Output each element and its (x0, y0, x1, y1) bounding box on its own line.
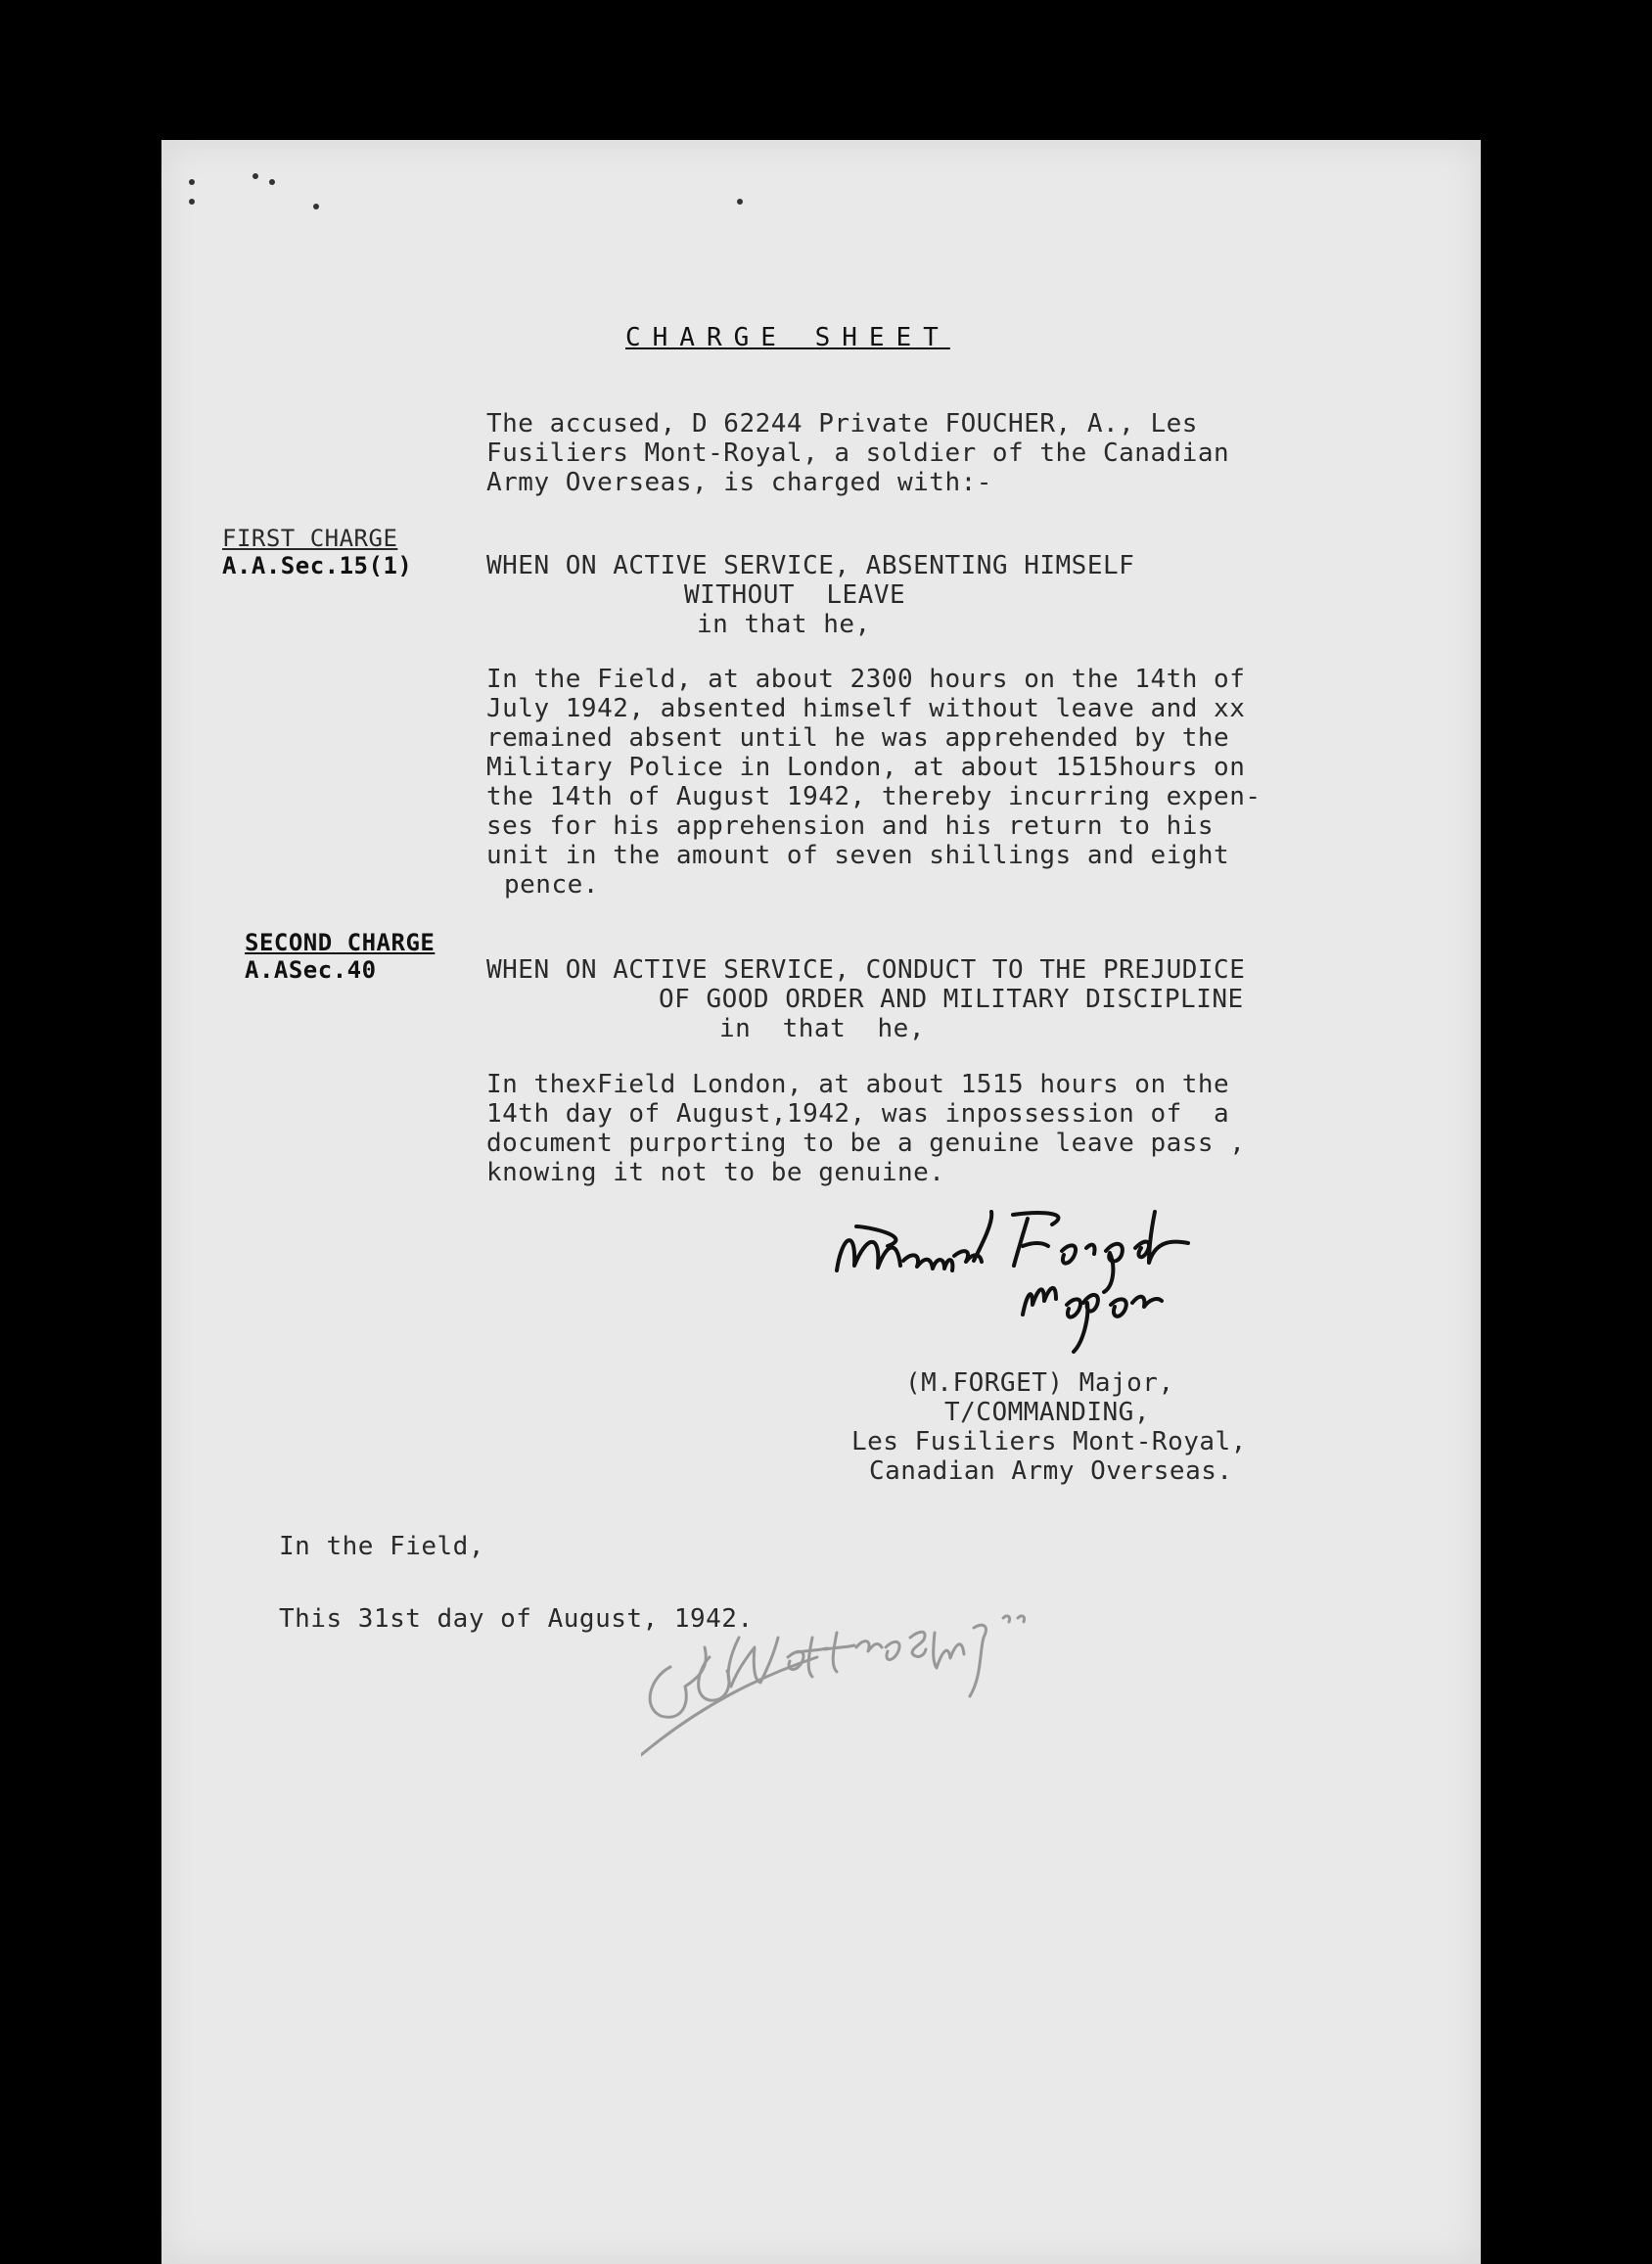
stray-mark (737, 199, 743, 205)
signature-line: Canadian Army Overseas. (869, 1456, 1233, 1486)
second-charge-heading: WHEN ON ACTIVE SERVICE, CONDUCT TO THE PREJUDICE (486, 955, 1246, 985)
stray-mark (252, 173, 258, 179)
stray-mark (269, 179, 275, 185)
signature-line: (M.FORGET) Major, (905, 1368, 1174, 1398)
signature-line: T/COMMANDING, (944, 1398, 1150, 1427)
intro-line: Army Overseas, is charged with:- (486, 468, 992, 497)
document-sheet (161, 140, 1481, 2264)
stray-mark (313, 204, 319, 209)
first-charge-heading: in that he, (697, 610, 871, 639)
first-charge-section: A.A.Sec.15(1) (222, 552, 413, 579)
signature-line: Les Fusiliers Mont-Royal, (851, 1427, 1247, 1456)
stray-mark (189, 179, 195, 185)
first-charge-heading: WHEN ON ACTIVE SERVICE, ABSENTING HIMSELF (486, 551, 1135, 580)
first-charge-heading: WITHOUT LEAVE (684, 580, 906, 610)
first-charge-particular: July 1942, absented himself without leave and xx (486, 694, 1246, 723)
first-charge-label: FIRST CHARGE (222, 525, 398, 552)
commanding-officer-signature (827, 1207, 1277, 1373)
second-charge-particular: In thexField London, at about 1515 hours on the (486, 1070, 1230, 1099)
first-charge-particular: ses for his apprehension and his return to his (486, 811, 1215, 841)
first-charge-particular: Military Police in London, at about 1515hours on (486, 753, 1246, 782)
footer-place: In the Field, (279, 1532, 484, 1561)
countersignature (641, 1598, 1150, 1765)
second-charge-section: A.ASec.40 (245, 956, 377, 984)
second-charge-heading: in that he, (719, 1014, 925, 1043)
footer-date: This 31st day of August, 1942. (279, 1604, 754, 1634)
first-charge-particular: In the Field, at about 2300 hours on the 14th of (486, 665, 1246, 694)
second-charge-particular: 14th day of August,1942, was inpossession of a (486, 1099, 1230, 1129)
first-charge-particular: the 14th of August 1942, thereby incurring expen- (486, 782, 1262, 811)
page-title: CHARGE SHEET (625, 323, 950, 352)
first-charge-particular: unit in the amount of seven shillings and eight (486, 841, 1230, 870)
first-charge-particular: pence. (504, 870, 599, 900)
second-charge-heading: OF GOOD ORDER AND MILITARY DISCIPLINE (659, 985, 1244, 1014)
second-charge-label: SECOND CHARGE (245, 929, 436, 956)
second-charge-particular: document purporting to be a genuine leave pass , (486, 1129, 1246, 1158)
intro-line: Fusiliers Mont-Royal, a soldier of the Canadian (486, 439, 1230, 468)
first-charge-particular: remained absent until he was apprehended by the (486, 723, 1230, 753)
intro-line: The accused, D 62244 Private FOUCHER, A., Les (486, 409, 1198, 439)
second-charge-particular: knowing it not to be genuine. (486, 1158, 945, 1187)
stray-mark (189, 199, 195, 205)
